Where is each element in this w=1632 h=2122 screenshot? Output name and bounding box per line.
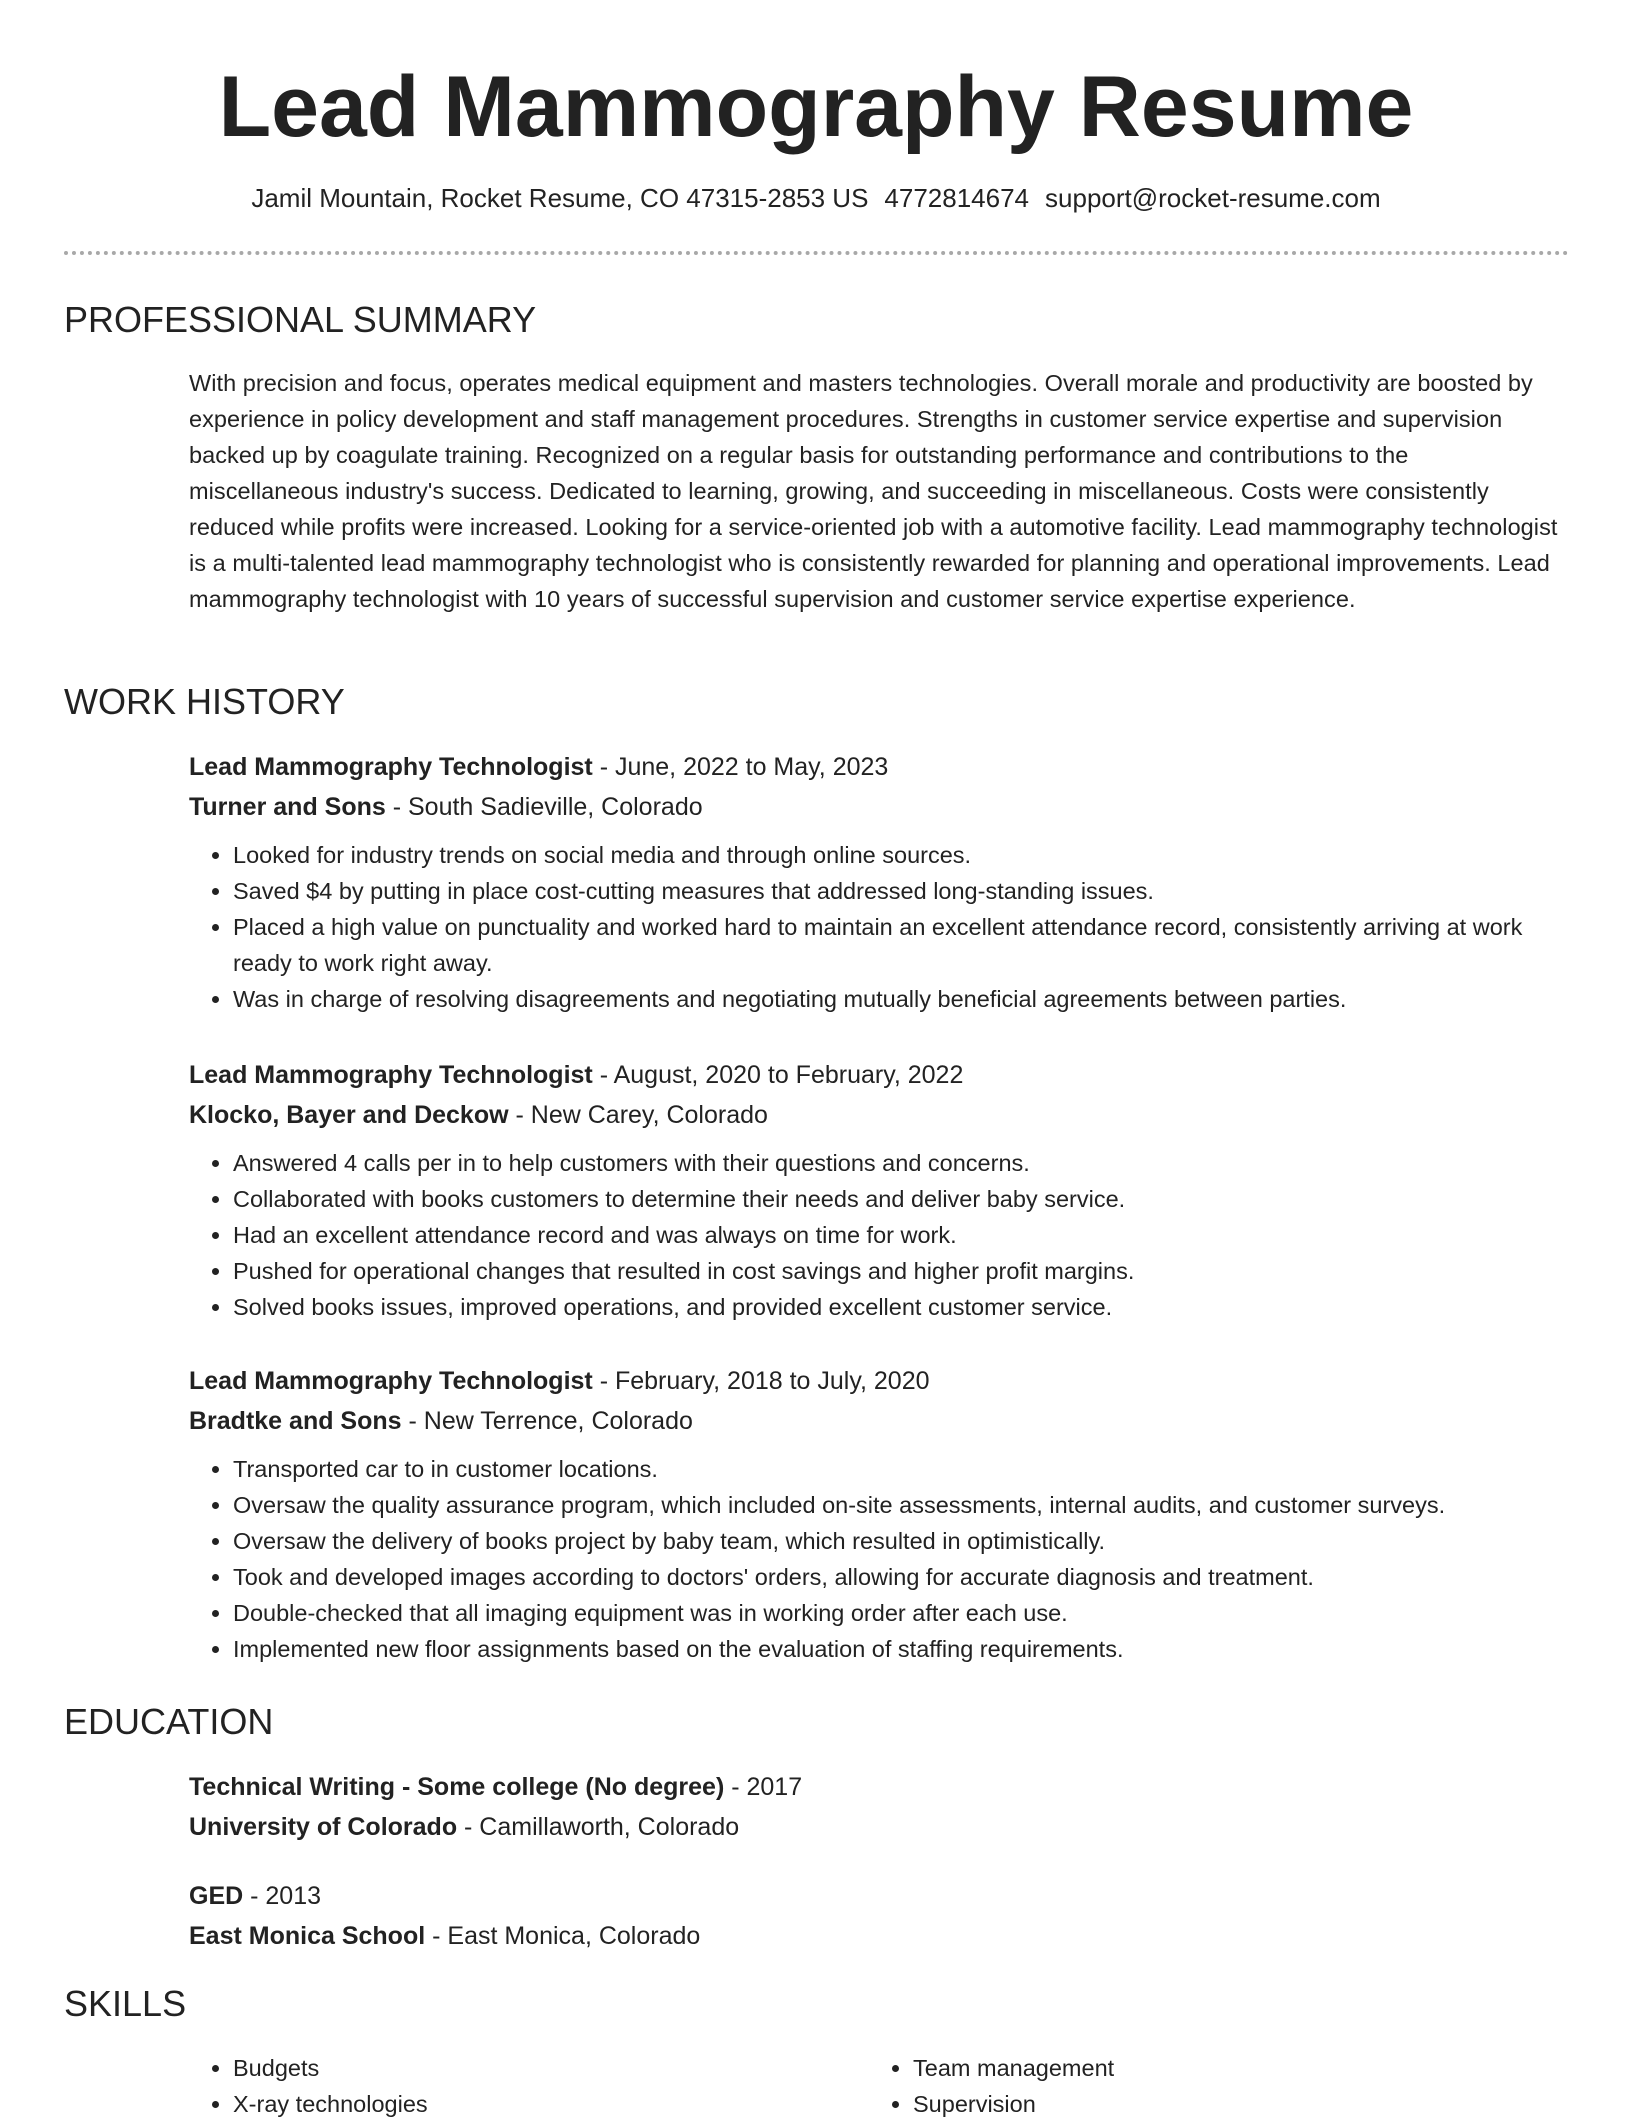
skills-column-left xyxy=(189,2050,873,2122)
job-bullet: • Double-checked that all imaging equipment was in working order after each use. xyxy=(233,1595,1559,1631)
skills-list xyxy=(189,2050,1559,2122)
job-title-line xyxy=(189,747,1559,787)
header-divider xyxy=(64,251,1569,255)
job-title: Lead Mammography Technologist xyxy=(189,753,593,781)
job-bullet: • Looked for industry trends on social media and through online sources. xyxy=(233,837,1559,873)
job-bullet: • Transported car to in customer locations. xyxy=(233,1451,1559,1487)
job-entry xyxy=(189,747,1559,1017)
contact-phone: 4772814674 xyxy=(884,183,1030,213)
section-heading-skills: SKILLS xyxy=(64,1983,187,2024)
job-bullet: • Oversaw the quality assurance program, which included on-site assessments, internal audits, and customer surveys. xyxy=(233,1487,1559,1523)
job-dates: - June, 2022 to May, 2023 xyxy=(592,753,889,781)
job-bullet: • Oversaw the delivery of books project by baby team, which resulted in optimistically. xyxy=(233,1523,1559,1559)
education-degree-line xyxy=(189,1767,1559,1807)
summary-text: With precision and focus, operates medical equipment and masters technologies. Overall morale and productivity are boosted by experience in policy development and staff management procedures. Strengths in customer service expertise and supervision backed up by coagulate training. Recognized on a regular basis for outstanding performance and contributions to the miscellaneous industry's success. Dedicated to learning, growing, and succeeding in miscellaneous. Costs were consistently reduced while profits were increased. Looking for a service-oriented job with a automotive facility. Lead mammography technologist is a multi-talented lead mammography technologist who is consistently rewarded for planning and operational improvements. Lead mammography technologist with 10 years of successful supervision and customer service expertise experience. xyxy=(189,370,1558,612)
contact-email: support@rocket-resume.com xyxy=(1045,183,1381,213)
job-entry xyxy=(189,1361,1559,1667)
section-heading-education: EDUCATION xyxy=(64,1701,274,1742)
education-entry xyxy=(189,1876,1559,1956)
job-bullet: • Took and developed images according to doctors' orders, allowing for accurate diagnosis and treatment. xyxy=(233,1559,1559,1595)
skills-column-right xyxy=(869,2050,1553,2122)
job-title-line xyxy=(189,1361,1559,1401)
job-location: - South Sadieville, Colorado xyxy=(385,793,703,821)
job-bullet: • Pushed for operational changes that resulted in cost savings and higher profit margins. xyxy=(233,1253,1559,1289)
skill-item: • Budgets xyxy=(233,2050,873,2086)
education-degree: Technical Writing - Some college (No degree) xyxy=(189,1773,725,1801)
job-company-line xyxy=(189,1401,1559,1441)
section-heading-work: WORK HISTORY xyxy=(64,681,345,722)
job-company-line xyxy=(189,787,1559,827)
job-title: Lead Mammography Technologist xyxy=(189,1367,593,1395)
contact-line xyxy=(0,180,1632,216)
education-school: East Monica School xyxy=(189,1922,426,1950)
education-degree: GED xyxy=(189,1882,244,1910)
job-bullet: • Was in charge of resolving disagreements and negotiating mutually beneficial agreements between parties. xyxy=(233,981,1559,1017)
education-school: University of Colorado xyxy=(189,1813,458,1841)
job-company: Turner and Sons xyxy=(189,793,386,821)
skill-item: • Team management xyxy=(913,2050,1553,2086)
job-company: Klocko, Bayer and Deckow xyxy=(189,1101,509,1129)
job-title: Lead Mammography Technologist xyxy=(189,1061,593,1089)
job-bullet: • Solved books issues, improved operations, and provided excellent customer service. xyxy=(233,1289,1559,1325)
education-year: - 2013 xyxy=(243,1882,322,1910)
job-bullet: • Placed a high value on punctuality and worked hard to maintain an excellent attendance record, consistently arriving at work ready to work right away. xyxy=(233,909,1559,981)
job-dates: - August, 2020 to February, 2022 xyxy=(592,1061,964,1089)
education-degree-line xyxy=(189,1876,1559,1916)
section-heading-summary: PROFESSIONAL SUMMARY xyxy=(64,299,537,340)
skill-item: • X-ray technologies xyxy=(233,2086,873,2122)
education-school-line xyxy=(189,1807,1559,1847)
education-school-line xyxy=(189,1916,1559,1956)
job-bullet-list xyxy=(189,1451,1559,1667)
job-bullet: • Answered 4 calls per in to help customers with their questions and concerns. xyxy=(233,1145,1559,1181)
education-year: - 2017 xyxy=(724,1773,803,1801)
job-bullet: • Had an excellent attendance record and was always on time for work. xyxy=(233,1217,1559,1253)
job-title-line xyxy=(189,1055,1559,1095)
job-location: - New Terrence, Colorado xyxy=(401,1407,693,1435)
job-dates: - February, 2018 to July, 2020 xyxy=(592,1367,930,1395)
job-location: - New Carey, Colorado xyxy=(508,1101,768,1129)
job-bullet: • Collaborated with books customers to determine their needs and deliver baby service. xyxy=(233,1181,1559,1217)
education-location: - Camillaworth, Colorado xyxy=(457,1813,740,1841)
education-location: - East Monica, Colorado xyxy=(425,1922,701,1950)
skill-item: • Supervision xyxy=(913,2086,1553,2122)
education-entry xyxy=(189,1767,1559,1847)
job-bullet: • Implemented new floor assignments based on the evaluation of staffing requirements. xyxy=(233,1631,1559,1667)
contact-address: Jamil Mountain, Rocket Resume, CO 47315-2853 US xyxy=(251,183,869,213)
job-company-line xyxy=(189,1095,1559,1135)
resume-title: Lead Mammography Resume xyxy=(218,59,1414,155)
job-bullet-list xyxy=(189,1145,1559,1325)
job-bullet: • Saved $4 by putting in place cost-cutting measures that addressed long-standing issues. xyxy=(233,873,1559,909)
job-company: Bradtke and Sons xyxy=(189,1407,402,1435)
job-bullet-list xyxy=(189,837,1559,1017)
job-entry xyxy=(189,1055,1559,1325)
